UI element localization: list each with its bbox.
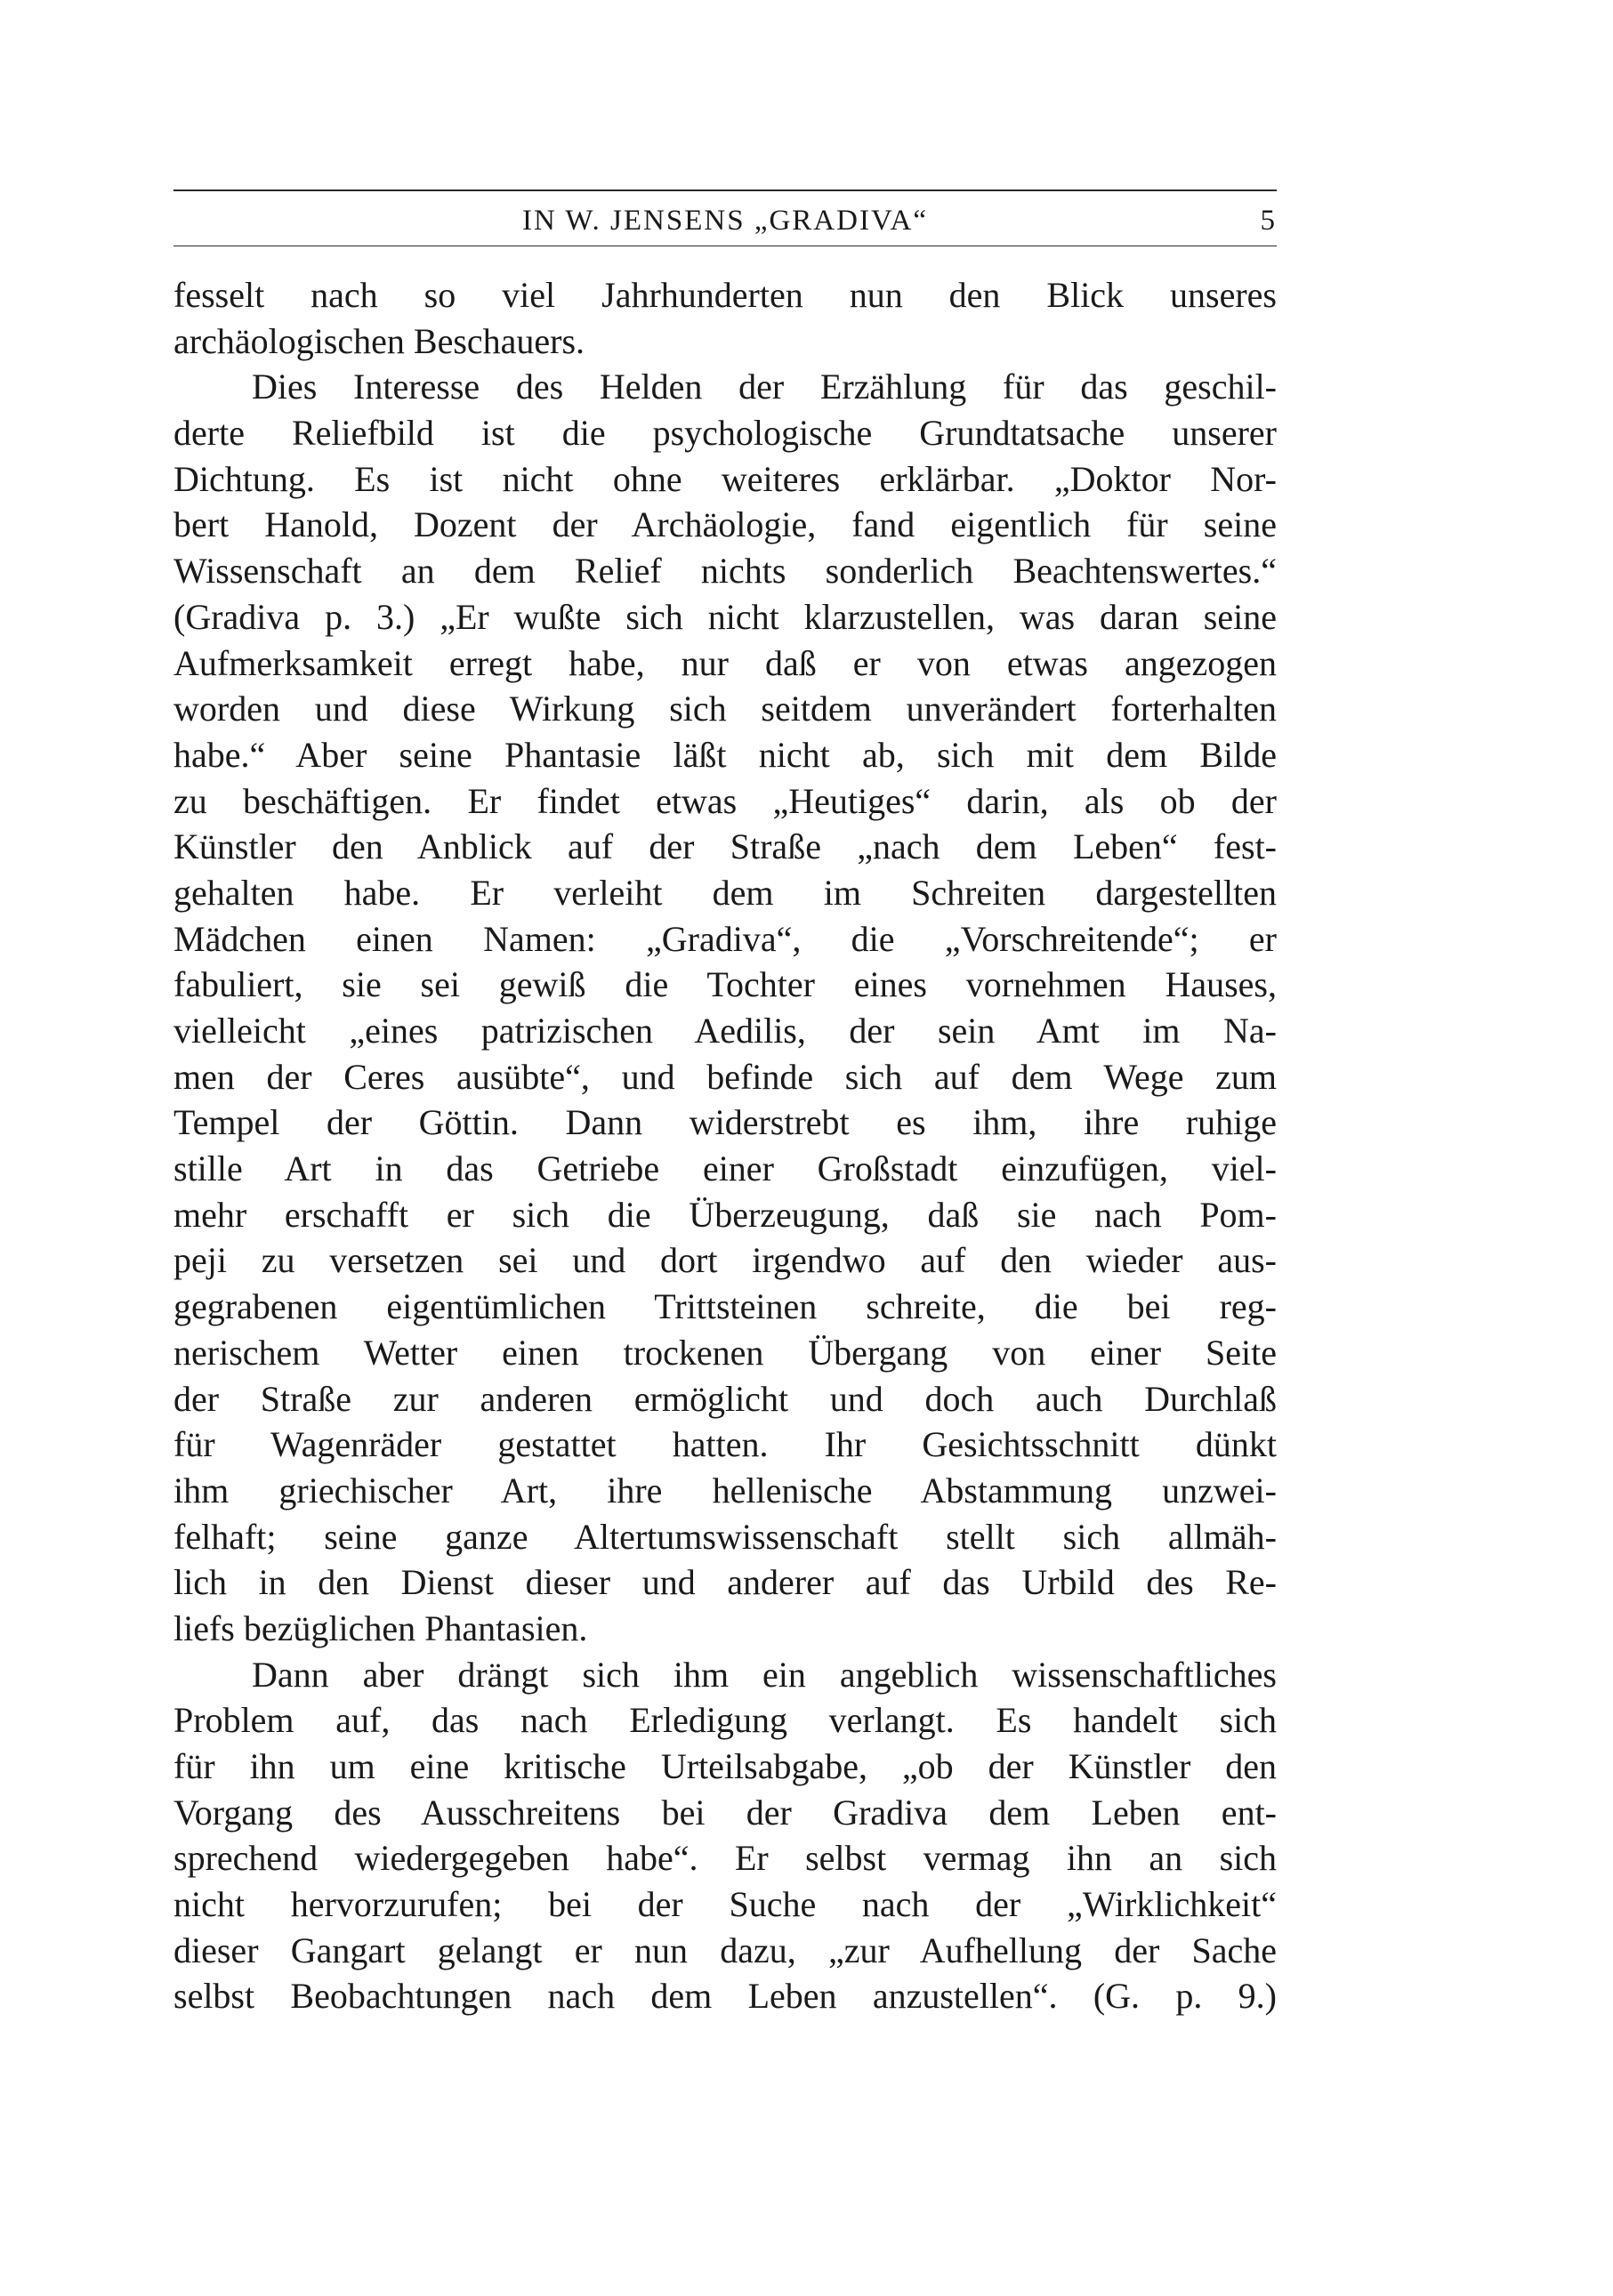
text-line: Vorgang des Ausschreitens bei der Gradiva dem Leben ent- [173, 1792, 1277, 1833]
text-line: Aufmerksamkeit erregt habe, nur daß er von etwas angezogen [173, 642, 1277, 683]
text-line: gehalten habe. Er verleiht dem im Schreiten dargestellten [173, 872, 1277, 913]
text-line: nerischem Wetter einen trockenen Übergang von einer Seite [173, 1332, 1277, 1373]
text-line: Dies Interesse des Helden der Erzählung für das geschil- [252, 367, 1277, 407]
text-line: dieser Gangart gelangt er nun dazu, „zur Aufhellung der Sache [173, 1929, 1277, 1970]
text-line: lich in den Dienst dieser und anderer auf das Urbild des Re- [173, 1562, 1277, 1603]
running-head [173, 201, 1277, 240]
text-line: mehr erschafft er sich die Überzeugung, daß sie nach Pom- [173, 1194, 1277, 1235]
text-line: (Gradiva p. 3.) „Er wußte sich nicht klarzustellen, was daran seine [173, 596, 1277, 637]
text-line: liefs bezüglichen Phantasien. [173, 1607, 588, 1648]
text-line: Dichtung. Es ist nicht ohne weiteres erklärbar. „Doktor Nor- [173, 458, 1277, 499]
text-line: derte Reliefbild ist die psychologische Grundtatsache unserer [173, 413, 1277, 454]
text-line: stille Art in das Getriebe einer Großstadt einzufügen, viel- [173, 1148, 1277, 1189]
text-line: Wissenschaft an dem Relief nichts sonderlich Beachtenswertes.“ [173, 551, 1277, 592]
text-line: zu beschäftigen. Er findet etwas „Heutiges“ darin, als ob der [173, 780, 1277, 821]
text-line: für ihn um eine kritische Urteilsabgabe, „ob der Künstler den [173, 1746, 1277, 1786]
text-line: fesselt nach so viel Jahrhunderten nun den Blick unseres [173, 275, 1277, 315]
text-line: ihm griechischer Art, ihre hellenische Abstammung unzwei- [173, 1470, 1277, 1511]
header-rule-top [173, 189, 1277, 191]
text-line: felhaft; seine ganze Altertumswissenschaft stellt sich allmäh- [173, 1516, 1277, 1557]
text-line: Dann aber drängt sich ihm ein angeblich wissenschaftliches [252, 1654, 1277, 1695]
text-line: gegrabenen eigentümlichen Trittsteinen schreite, die bei reg- [173, 1286, 1277, 1327]
text-line: worden und diese Wirkung sich seitdem unverändert forterhalten [173, 689, 1277, 729]
text-line: vielleicht „eines patrizischen Aedilis, der sein Amt im Na- [173, 1011, 1277, 1051]
text-line: Tempel der Göttin. Dann widerstrebt es ihm, ihre ruhige [173, 1102, 1277, 1143]
text-line: archäologischen Beschauers. [173, 320, 585, 361]
text-line: men der Ceres ausübte“, und befinde sich auf dem Wege zum [173, 1056, 1277, 1097]
running-title: IN W. JENSENS „GRADIVA“ [521, 205, 929, 237]
text-line: selbst Beobachtungen nach dem Leben anzustellen“. (G. p. 9.) [173, 1976, 1277, 2017]
text-line: peji zu versetzen sei und dort irgendwo auf den wieder aus- [173, 1240, 1277, 1281]
text-line: fabuliert, sie sei gewiß die Tochter eines vornehmen Hauses, [173, 964, 1277, 1005]
text-line: sprechend wiedergegeben habe“. Er selbst vermag ihn an sich [173, 1838, 1277, 1879]
page-number: 5 [1260, 205, 1277, 237]
text-line: bert Hanold, Dozent der Archäologie, fand eigentlich für seine [173, 504, 1277, 545]
text-line: Problem auf, das nach Erledigung verlangt. Es handelt sich [173, 1700, 1277, 1741]
text-line: nicht hervorzurufen; bei der Suche nach der „Wirklichkeit“ [173, 1884, 1277, 1925]
text-line: der Straße zur anderen ermöglicht und doch auch Durchlaß [173, 1378, 1277, 1419]
text-line: habe.“ Aber seine Phantasie läßt nicht ab, sich mit dem Bilde [173, 734, 1277, 775]
text-line: für Wagenräder gestattet hatten. Ihr Gesichtsschnitt dünkt [173, 1424, 1277, 1465]
text-line: Künstler den Anblick auf der Straße „nach dem Leben“ fest- [173, 826, 1277, 867]
body-text [173, 272, 1277, 2019]
text-line: Mädchen einen Namen: „Gradiva“, die „Vorschreitende“; er [173, 918, 1277, 959]
